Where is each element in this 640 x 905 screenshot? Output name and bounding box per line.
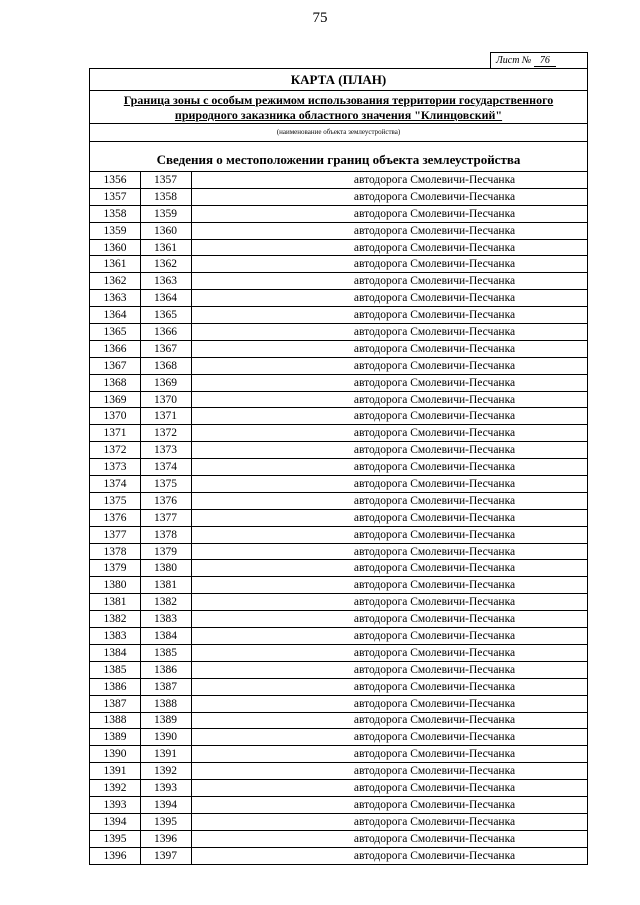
point-to-cell: 1365 bbox=[141, 307, 192, 324]
point-to-cell: 1374 bbox=[141, 459, 192, 476]
boundary-description-cell: автодорога Смолевичи-Песчанка bbox=[192, 526, 588, 543]
boundary-description-cell: автодорога Смолевичи-Песчанка bbox=[192, 695, 588, 712]
point-from-cell: 1387 bbox=[90, 695, 141, 712]
boundary-description-cell: автодорога Смолевичи-Песчанка bbox=[192, 628, 588, 645]
table-row bbox=[90, 374, 587, 391]
boundary-description-cell: автодорога Смолевичи-Песчанка bbox=[192, 712, 588, 729]
point-from-cell: 1368 bbox=[90, 374, 141, 391]
table-row bbox=[90, 357, 587, 374]
point-to-cell: 1370 bbox=[141, 391, 192, 408]
table-row bbox=[90, 459, 587, 476]
point-from-cell: 1357 bbox=[90, 188, 141, 205]
point-from-cell: 1376 bbox=[90, 509, 141, 526]
table-row bbox=[90, 172, 587, 188]
point-to-cell: 1376 bbox=[141, 492, 192, 509]
boundary-description-cell: автодорога Смолевичи-Песчанка bbox=[192, 763, 588, 780]
object-name-line-1: Граница зоны с особым режимом использования территории государственного bbox=[123, 93, 554, 107]
point-to-cell: 1379 bbox=[141, 543, 192, 560]
table-row bbox=[90, 340, 587, 357]
point-from-cell: 1396 bbox=[90, 847, 141, 863]
point-to-cell: 1383 bbox=[141, 611, 192, 628]
point-to-cell: 1361 bbox=[141, 239, 192, 256]
point-from-cell: 1370 bbox=[90, 408, 141, 425]
table-row bbox=[90, 830, 587, 847]
point-from-cell: 1371 bbox=[90, 425, 141, 442]
point-from-cell: 1388 bbox=[90, 712, 141, 729]
point-to-cell: 1378 bbox=[141, 526, 192, 543]
boundary-description-cell: автодорога Смолевичи-Песчанка bbox=[192, 307, 588, 324]
point-to-cell: 1384 bbox=[141, 628, 192, 645]
point-from-cell: 1374 bbox=[90, 476, 141, 493]
point-from-cell: 1386 bbox=[90, 678, 141, 695]
table-row bbox=[90, 746, 587, 763]
table-row bbox=[90, 594, 587, 611]
point-from-cell: 1391 bbox=[90, 763, 141, 780]
boundary-description-cell: автодорога Смолевичи-Песчанка bbox=[192, 644, 588, 661]
boundary-table-body bbox=[90, 172, 587, 864]
boundary-description-cell: автодорога Смолевичи-Песчанка bbox=[192, 577, 588, 594]
boundary-description-cell: автодорога Смолевичи-Песчанка bbox=[192, 543, 588, 560]
point-from-cell: 1361 bbox=[90, 256, 141, 273]
table-row bbox=[90, 222, 587, 239]
boundary-description-cell: автодорога Смолевичи-Песчанка bbox=[192, 560, 588, 577]
table-row bbox=[90, 492, 587, 509]
point-to-cell: 1367 bbox=[141, 340, 192, 357]
point-from-cell: 1379 bbox=[90, 560, 141, 577]
boundary-description-cell: автодорога Смолевичи-Песчанка bbox=[353, 173, 516, 186]
point-to-cell: 1387 bbox=[141, 678, 192, 695]
table-row bbox=[90, 408, 587, 425]
boundary-description-cell: автодорога Смолевичи-Песчанка bbox=[192, 256, 588, 273]
table-row bbox=[90, 813, 587, 830]
table-row bbox=[90, 273, 587, 290]
table-row bbox=[90, 391, 587, 408]
point-from-cell: 1383 bbox=[90, 628, 141, 645]
boundary-description-cell: автодорога Смолевичи-Песчанка bbox=[192, 492, 588, 509]
point-from-cell: 1392 bbox=[90, 780, 141, 797]
point-to-cell: 1392 bbox=[141, 763, 192, 780]
boundary-description-cell: автодорога Смолевичи-Песчанка bbox=[192, 509, 588, 526]
point-to-cell: 1390 bbox=[141, 729, 192, 746]
document-title: КАРТА (ПЛАН) bbox=[90, 69, 587, 91]
table-row bbox=[90, 543, 587, 560]
table-row bbox=[90, 577, 587, 594]
boundary-description-cell: автодорога Смолевичи-Песчанка bbox=[192, 678, 588, 695]
table-row bbox=[90, 290, 587, 307]
point-to-cell: 1389 bbox=[141, 712, 192, 729]
boundary-description-cell: автодорога Смолевичи-Песчанка bbox=[192, 391, 588, 408]
sheet-number: 76 bbox=[534, 55, 556, 67]
table-row bbox=[90, 695, 587, 712]
point-from-cell: 1382 bbox=[90, 611, 141, 628]
point-from-cell: 1380 bbox=[90, 577, 141, 594]
sheet-label: Лист № bbox=[496, 55, 532, 66]
point-from-cell: 1389 bbox=[90, 729, 141, 746]
table-row bbox=[90, 763, 587, 780]
boundary-description-cell: автодорога Смолевичи-Песчанка bbox=[192, 796, 588, 813]
point-from-cell: 1369 bbox=[90, 391, 141, 408]
boundary-description-cell: автодорога Смолевичи-Песчанка bbox=[192, 476, 588, 493]
table-row bbox=[90, 307, 587, 324]
point-from-cell: 1395 bbox=[90, 830, 141, 847]
point-to-cell: 1391 bbox=[141, 746, 192, 763]
point-to-cell: 1371 bbox=[141, 408, 192, 425]
point-to-cell: 1372 bbox=[141, 425, 192, 442]
boundary-description-cell: автодорога Смолевичи-Песчанка bbox=[192, 357, 588, 374]
point-from-cell: 1360 bbox=[90, 239, 141, 256]
table-row bbox=[90, 678, 587, 695]
point-to-cell: 1366 bbox=[141, 324, 192, 341]
document-frame bbox=[89, 68, 588, 865]
table-row bbox=[90, 847, 587, 863]
point-from-cell: 1394 bbox=[90, 813, 141, 830]
boundary-table bbox=[90, 172, 587, 864]
section-title: Сведения о местоположении границ объекта землеустройства bbox=[90, 142, 587, 172]
point-to-cell: 1360 bbox=[141, 222, 192, 239]
table-row bbox=[90, 509, 587, 526]
point-from-cell: 1364 bbox=[90, 307, 141, 324]
point-from-cell: 1366 bbox=[90, 340, 141, 357]
table-row bbox=[90, 611, 587, 628]
point-to-cell: 1388 bbox=[141, 695, 192, 712]
table-row bbox=[90, 205, 587, 222]
point-from-cell: 1359 bbox=[90, 222, 141, 239]
point-to-cell: 1394 bbox=[141, 796, 192, 813]
table-row bbox=[90, 526, 587, 543]
boundary-description-cell: автодорога Смолевичи-Песчанка bbox=[192, 273, 588, 290]
point-from-cell: 1365 bbox=[90, 324, 141, 341]
boundary-description-cell: автодорога Смолевичи-Песчанка bbox=[192, 205, 588, 222]
table-row bbox=[90, 476, 587, 493]
point-from-cell: 1375 bbox=[90, 492, 141, 509]
point-to-cell: 1397 bbox=[141, 847, 192, 863]
boundary-description-cell: автодорога Смолевичи-Песчанка bbox=[192, 594, 588, 611]
table-row bbox=[90, 239, 587, 256]
boundary-description-cell: автодорога Смолевичи-Песчанка bbox=[192, 340, 588, 357]
boundary-description-cell: автодорога Смолевичи-Песчанка bbox=[192, 239, 588, 256]
point-to-cell: 1369 bbox=[141, 374, 192, 391]
boundary-description-cell: автодорога Смолевичи-Песчанка bbox=[192, 729, 588, 746]
point-from-cell: 1385 bbox=[90, 661, 141, 678]
point-to-cell: 1358 bbox=[141, 188, 192, 205]
point-from-cell: 1393 bbox=[90, 796, 141, 813]
table-row bbox=[90, 661, 587, 678]
point-to-cell: 1363 bbox=[141, 273, 192, 290]
boundary-description-cell: автодорога Смолевичи-Песчанка bbox=[192, 324, 588, 341]
boundary-description-cell: автодорога Смолевичи-Песчанка bbox=[192, 813, 588, 830]
point-from-cell: 1373 bbox=[90, 459, 141, 476]
point-to-cell: 1368 bbox=[141, 357, 192, 374]
point-to-cell: 1386 bbox=[141, 661, 192, 678]
boundary-description-cell: автодорога Смолевичи-Песчанка bbox=[192, 830, 588, 847]
object-name bbox=[90, 91, 587, 124]
point-from-cell: 1372 bbox=[90, 442, 141, 459]
point-to-cell: 1375 bbox=[141, 476, 192, 493]
boundary-description-cell: автодорога Смолевичи-Песчанка bbox=[192, 780, 588, 797]
point-to-cell: 1359 bbox=[141, 205, 192, 222]
point-from-cell: 1378 bbox=[90, 543, 141, 560]
boundary-description-cell: автодорога Смолевичи-Песчанка bbox=[192, 374, 588, 391]
table-row bbox=[90, 780, 587, 797]
point-to-cell: 1395 bbox=[141, 813, 192, 830]
sheet-number-box bbox=[490, 52, 588, 68]
point-from-cell: 1377 bbox=[90, 526, 141, 543]
boundary-description-cell: автодорога Смолевичи-Песчанка bbox=[192, 425, 588, 442]
page-number: 75 bbox=[312, 10, 328, 26]
point-from-cell: 1390 bbox=[90, 746, 141, 763]
table-row bbox=[90, 628, 587, 645]
boundary-description-cell: автодорога Смолевичи-Песчанка bbox=[192, 611, 588, 628]
boundary-description-cell: автодорога Смолевичи-Песчанка bbox=[192, 459, 588, 476]
point-from-cell: 1384 bbox=[90, 644, 141, 661]
point-to-cell: 1396 bbox=[141, 830, 192, 847]
point-to-cell: 1381 bbox=[141, 577, 192, 594]
table-row bbox=[90, 729, 587, 746]
point-to-cell: 1364 bbox=[141, 290, 192, 307]
table-row bbox=[90, 560, 587, 577]
point-to-cell: 1362 bbox=[141, 256, 192, 273]
point-from-cell: 1363 bbox=[90, 290, 141, 307]
boundary-description-cell: автодорога Смолевичи-Песчанка bbox=[192, 661, 588, 678]
boundary-description-cell: автодорога Смолевичи-Песчанка bbox=[192, 222, 588, 239]
point-from-cell: 1362 bbox=[90, 273, 141, 290]
table-row bbox=[90, 644, 587, 661]
boundary-description-cell: автодорога Смолевичи-Песчанка bbox=[192, 290, 588, 307]
table-row bbox=[90, 324, 587, 341]
point-to-cell: 1393 bbox=[141, 780, 192, 797]
point-to-cell: 1357 bbox=[141, 172, 192, 188]
boundary-description-cell: автодорога Смолевичи-Песчанка bbox=[192, 408, 588, 425]
boundary-description-cell: автодорога Смолевичи-Песчанка bbox=[192, 188, 588, 205]
point-from-cell: 1356 bbox=[90, 172, 141, 188]
point-to-cell: 1385 bbox=[141, 644, 192, 661]
point-from-cell: 1367 bbox=[90, 357, 141, 374]
table-row bbox=[90, 425, 587, 442]
table-row bbox=[90, 256, 587, 273]
point-from-cell: 1358 bbox=[90, 205, 141, 222]
table-row bbox=[90, 442, 587, 459]
boundary-description-cell: автодорога Смолевичи-Песчанка bbox=[192, 847, 588, 863]
point-to-cell: 1380 bbox=[141, 560, 192, 577]
point-to-cell: 1377 bbox=[141, 509, 192, 526]
table-row bbox=[90, 796, 587, 813]
boundary-description-cell: автодорога Смолевичи-Песчанка bbox=[192, 746, 588, 763]
point-from-cell: 1381 bbox=[90, 594, 141, 611]
table-row bbox=[90, 188, 587, 205]
object-caption: (наименование объекта землеустройства) bbox=[90, 124, 587, 142]
boundary-description-cell: автодорога Смолевичи-Песчанка bbox=[192, 442, 588, 459]
object-name-line-2: природного заказника областного значения "Клинцовский" bbox=[174, 108, 503, 122]
point-to-cell: 1382 bbox=[141, 594, 192, 611]
point-to-cell: 1373 bbox=[141, 442, 192, 459]
table-row bbox=[90, 712, 587, 729]
